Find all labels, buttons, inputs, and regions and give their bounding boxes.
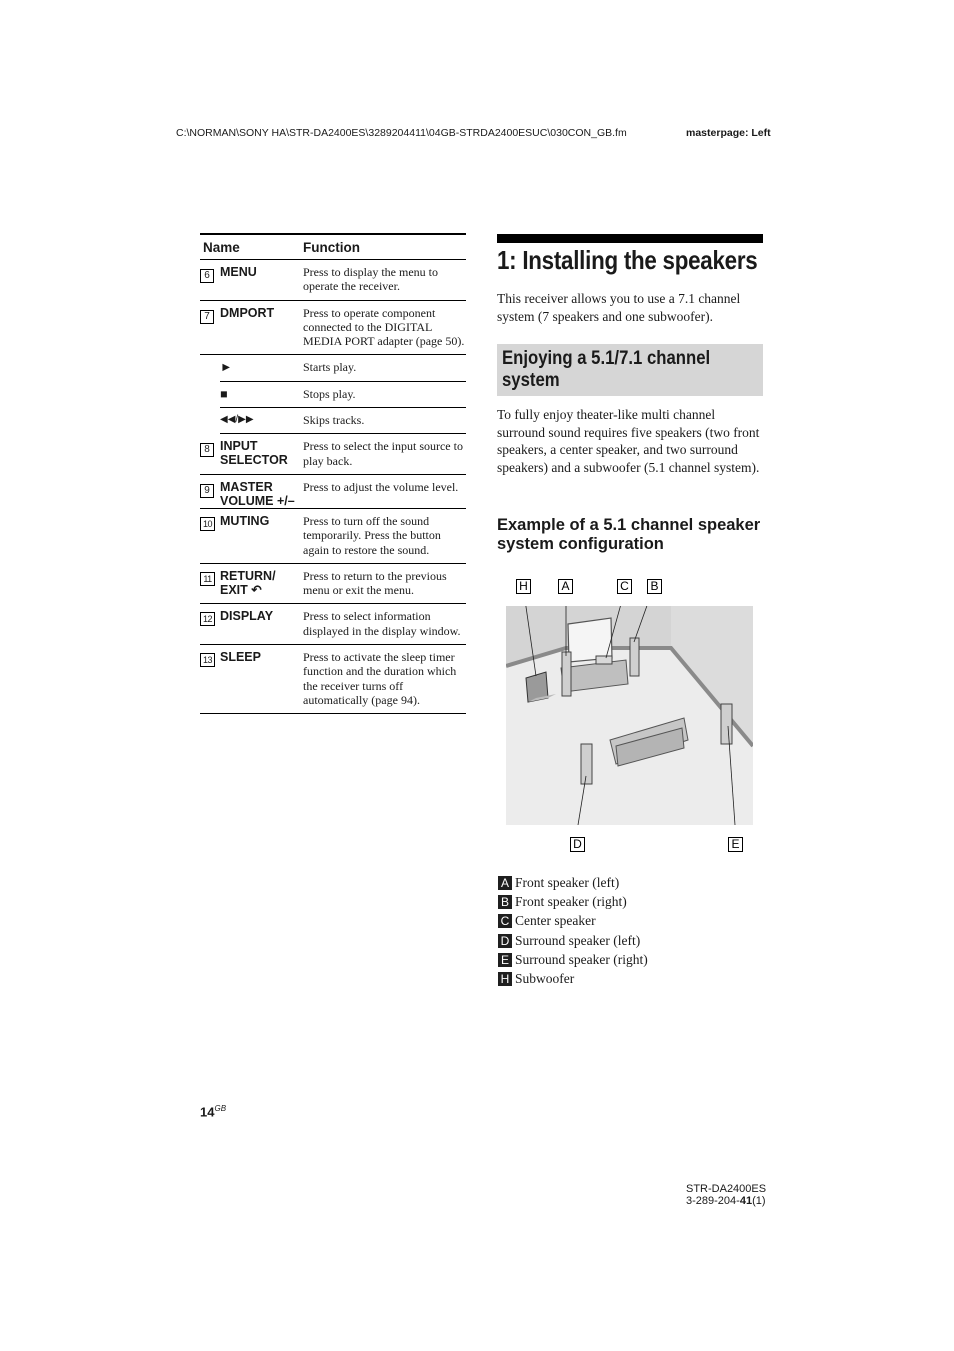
row-number-badge: 12 xyxy=(200,612,215,626)
function-table xyxy=(200,233,466,714)
legend-tag: D xyxy=(498,934,512,948)
column-name-header: Name xyxy=(203,239,240,255)
play-icon: ► xyxy=(220,360,233,375)
row-number-badge: 7 xyxy=(200,310,214,324)
page-number xyxy=(200,1104,226,1119)
row-name: MASTER VOLUME +/– xyxy=(220,479,295,508)
legend-label: Front speaker (left) xyxy=(515,874,620,890)
row-name: MENU xyxy=(220,265,257,279)
row-function: Press to select information displayed in the display window. xyxy=(303,609,461,638)
diagram-tag-a: A xyxy=(558,579,573,594)
row-name: INPUT SELECTOR xyxy=(220,439,288,468)
row-number-badge: 11 xyxy=(200,572,215,586)
row-number-badge: 13 xyxy=(200,653,215,667)
table-row xyxy=(200,434,466,475)
legend-tag: C xyxy=(498,914,512,928)
diagram-tag-e: E xyxy=(728,837,743,852)
list-item xyxy=(498,873,648,892)
diagram-tag-d: D xyxy=(570,837,585,852)
diagram-tag-c: C xyxy=(617,579,632,594)
row-function: Press to display the menu to operate the receiver. xyxy=(303,265,438,294)
list-item xyxy=(498,931,648,950)
legend-label: Front speaker (right) xyxy=(515,893,627,909)
row-number-badge: 8 xyxy=(200,443,214,457)
page-number-value: 14 xyxy=(200,1104,215,1120)
row-function: Press to adjust the volume level. xyxy=(303,479,459,494)
legend-label: Surround speaker (right) xyxy=(515,951,648,967)
page-suffix: GB xyxy=(214,1104,227,1113)
legend-tag: E xyxy=(498,953,512,967)
row-name: RETURN/ EXIT ↶ xyxy=(220,568,276,597)
table-row xyxy=(200,604,466,645)
table-row xyxy=(200,301,466,356)
legend-label: Surround speaker (left) xyxy=(515,932,641,948)
table-row xyxy=(200,564,466,605)
row-name: SLEEP xyxy=(220,650,261,665)
legend-label: Subwoofer xyxy=(515,971,575,987)
list-item xyxy=(498,950,648,969)
legend-label: Center speaker xyxy=(515,913,596,929)
example-heading: Example of a 5.1 channel speaker system configuration xyxy=(497,516,761,553)
row-function: Press to activate the sleep timer function and the duration which the receiver turns off automatically (page 94). xyxy=(303,650,457,707)
part-prefix: 3-289-204- xyxy=(686,1195,740,1207)
row-name: MUTING xyxy=(220,513,270,528)
row-function: Press to turn off the sound temporarily. Press the button again to restore the sound. xyxy=(303,513,441,557)
table-subrow xyxy=(220,355,466,381)
row-function: Starts play. xyxy=(303,360,357,375)
row-function: Skips tracks. xyxy=(303,413,365,428)
speaker-legend xyxy=(498,873,648,989)
model-name: STR-DA2400ES xyxy=(686,1183,767,1195)
table-row xyxy=(200,475,466,509)
column-function-header: Function xyxy=(303,239,360,255)
list-item xyxy=(498,892,648,911)
diagram-tag-h: H xyxy=(516,579,531,594)
room-illustration xyxy=(506,606,753,825)
row-function: Press to return to the previous menu or exit the menu. xyxy=(303,568,447,598)
row-name: DISPLAY xyxy=(220,609,274,624)
row-number-badge: 6 xyxy=(200,269,214,283)
subheading-paragraph: To fully enjoy theater-like multi channel surround sound requires five speakers (two front speakers, a center speaker, and two surround speakers) and a subwoofer (5.1 channel system). xyxy=(497,407,760,475)
table-subrow xyxy=(220,382,466,408)
model-info xyxy=(686,1183,766,1207)
row-name: DMPORT xyxy=(220,305,275,320)
table-row xyxy=(200,509,466,564)
table-header xyxy=(200,235,466,260)
page-title: 1: Installing the speakers xyxy=(497,245,758,275)
table-subrow xyxy=(220,408,466,434)
subheading: Enjoying a 5.1/7.1 channel system xyxy=(502,348,711,391)
section-rule xyxy=(497,234,763,243)
intro-paragraph: This receiver allows you to use a 7.1 channel system (7 speakers and one subwoofer). xyxy=(497,291,741,324)
list-item xyxy=(498,912,648,931)
table-row xyxy=(200,645,466,714)
speaker-room-diagram xyxy=(506,606,753,825)
list-item xyxy=(498,969,648,988)
part-suffix: (1) xyxy=(752,1195,766,1207)
row-function: Press to select the input source to play back. xyxy=(303,439,463,468)
row-number-badge: 10 xyxy=(200,517,215,531)
legend-tag: B xyxy=(498,895,512,909)
skip-icon: ◀◀/▶▶ xyxy=(220,414,254,426)
table-row xyxy=(200,260,466,301)
legend-tag: H xyxy=(498,972,512,986)
row-function: Stops play. xyxy=(303,386,356,401)
legend-tag: A xyxy=(498,876,512,890)
row-function: Press to operate component connected to the DIGITAL MEDIA PORT adapter (page 50). xyxy=(303,305,465,349)
part-bold: 41 xyxy=(739,1195,753,1207)
header-file-path: C:\NORMAN\SONY HA\STR-DA2400ES\3289204411\04GB-STRDA2400ESUC\030CON_GB.fm xyxy=(176,127,627,139)
header-masterpage: masterpage: Left xyxy=(686,127,771,139)
diagram-tag-b: B xyxy=(647,579,662,594)
stop-icon: ■ xyxy=(220,386,228,401)
row-number-badge: 9 xyxy=(200,484,214,498)
part-number xyxy=(686,1195,766,1207)
